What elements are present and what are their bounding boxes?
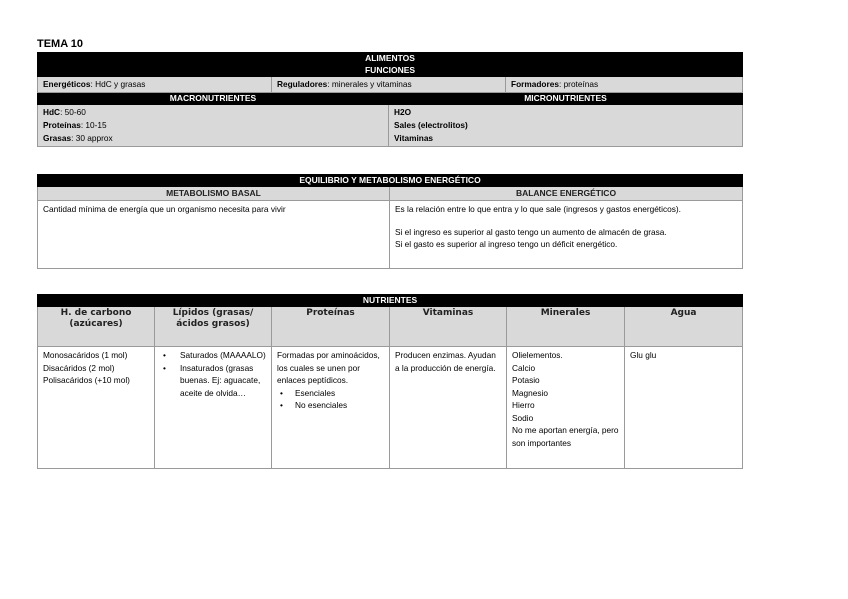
balance-line-3: Si el gasto es superior al ingreso tengo un déficit energético. — [395, 239, 618, 249]
agua-cell: Glu glu — [625, 347, 743, 469]
equilibrio-header-row — [38, 175, 743, 187]
lipidos-cell — [155, 347, 272, 469]
vitaminas-cell: Producen enzimas. Ayudan a la producción de energía. — [390, 347, 507, 469]
equilibrio-table — [37, 174, 743, 269]
equilibrio-title: EQUILIBRIO Y METABOLISMO ENERGÉTICO — [38, 175, 743, 187]
metabolismo-basal-text: Cantidad mínima de energía que un organismo necesita para vivir — [38, 201, 390, 269]
macro-cell — [38, 104, 389, 146]
hdc-cell — [38, 347, 155, 469]
macro-micro-row — [38, 104, 743, 146]
lipidos-item: • Saturados (MAAAALO) — [180, 349, 266, 362]
funciones-title: FUNCIONES — [38, 65, 743, 77]
proteinas-cell — [272, 347, 390, 469]
header-agua: Agua — [625, 307, 743, 347]
header-lipidos: Lípidos (grasas/ácidos grasos) — [155, 307, 272, 347]
funcion-formadores: Formadores: proteínas — [506, 77, 743, 93]
macro-grasas: Grasas: 30 approx — [43, 132, 113, 143]
nutrientes-content-row — [38, 347, 743, 469]
micro-sales: Sales (electrolitos) — [394, 119, 468, 130]
lipidos-list — [160, 349, 266, 399]
hdc-item: Monosacáridos (1 mol) — [43, 350, 128, 360]
micro-title: MICRONUTRIENTES — [389, 92, 743, 104]
minerales-item: Hierro — [512, 400, 535, 410]
equilibrio-col-headers — [38, 187, 743, 201]
nutrientes-macro-micro-header — [38, 92, 743, 104]
nutrientes-header-row — [38, 295, 743, 307]
alimentos-header-row — [38, 53, 743, 65]
alimentos-title: ALIMENTOS — [38, 53, 743, 65]
micro-vitaminas: Vitaminas — [394, 132, 434, 143]
hdc-item: Polisacáridos (+10 mol) — [43, 375, 130, 385]
minerales-item: Magnesio — [512, 387, 548, 398]
page-title: TEMA 10 — [37, 38, 84, 50]
equilibrio-content-row — [38, 201, 743, 269]
macro-title: MACRONUTRIENTES — [38, 92, 389, 104]
nutrientes-col-headers — [38, 307, 743, 347]
macro-hdc: HdC: 50-60 — [43, 106, 86, 117]
metabolismo-basal-title: METABOLISMO BASAL — [38, 187, 390, 201]
balance-energetico-title: BALANCE ENERGÉTICO — [390, 187, 743, 201]
header-minerales: Minerales — [507, 307, 625, 347]
nutrientes-title: NUTRIENTES — [38, 295, 743, 307]
header-vitaminas: Vitaminas — [390, 307, 507, 347]
minerales-item: No me aportan energía, pero son importantes — [512, 425, 619, 448]
hdc-item: Disacáridos (2 mol) — [43, 362, 115, 373]
minerales-item: Calcio — [512, 362, 536, 373]
balance-energetico-text — [390, 201, 743, 269]
balance-line-2: Si el ingreso es superior al gasto tengo un aumento de almacén de grasa. — [395, 226, 667, 237]
proteinas-item: • No esenciales — [295, 399, 384, 412]
proteinas-list — [277, 387, 384, 412]
minerales-cell — [507, 347, 625, 469]
balance-line-1: Es la relación entre lo que entra y lo que sale (ingresos y gastos energéticos). — [395, 204, 681, 214]
funcion-reguladores: Reguladores: minerales y vitaminas — [272, 77, 506, 93]
nutrientes-table — [37, 294, 743, 469]
proteinas-text: Formadas por aminoácidos, los cuales se unen por enlaces peptídicos. — [277, 350, 380, 385]
minerales-item: Sodio — [512, 412, 534, 423]
header-proteinas: Proteínas — [272, 307, 390, 347]
micro-cell — [389, 104, 743, 146]
macro-proteinas: Proteínas: 10-15 — [43, 119, 107, 130]
proteinas-item: • Esenciales — [295, 387, 384, 400]
header-hdc: H. de carbono (azúcares) — [38, 307, 155, 347]
lipidos-item: • Insaturados (grasas buenas. Ej: aguacate, aceite de olvida… — [180, 362, 266, 400]
funcion-energeticos: Energéticos: HdC y grasas — [38, 77, 272, 93]
alimentos-table — [37, 52, 743, 147]
funciones-header-row — [38, 65, 743, 77]
minerales-item: Olielementos. — [512, 350, 563, 360]
funciones-row — [38, 77, 743, 93]
minerales-item: Potasio — [512, 375, 540, 385]
micro-h2o: H2O — [394, 106, 412, 117]
